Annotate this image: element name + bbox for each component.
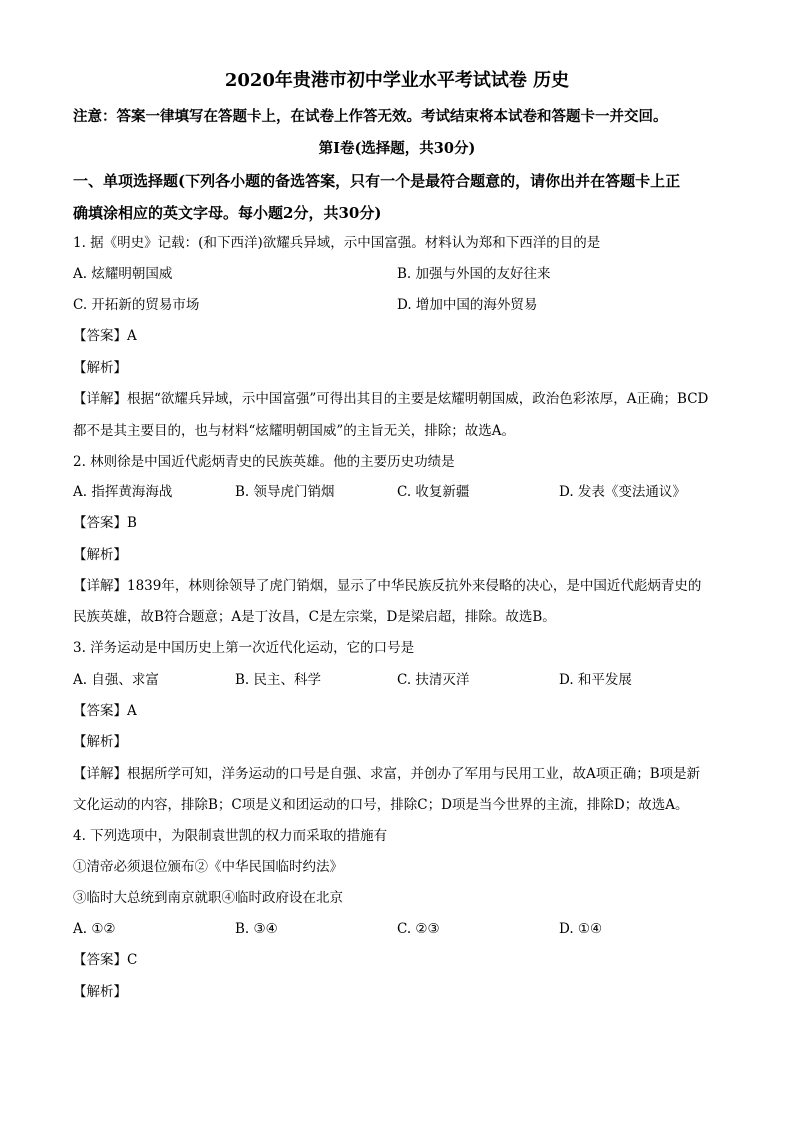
q3-option-d: D. 和平发展 bbox=[559, 672, 632, 688]
q4-stem: 4. 下列选项中，为限制袁世凯的权力而采取的措施有 bbox=[73, 828, 388, 844]
q3-detail-line1: 【详解】根据所学可知，洋务运动的口号是自强、求富，并创办了军用与民用工业，故A项正确；B项是新 bbox=[73, 766, 701, 782]
q3-option-b: B. 民主、科学 bbox=[235, 672, 322, 688]
q3-answer: 【答案】A bbox=[73, 703, 137, 719]
q3-stem: 3. 洋务运动是中国历史上第一次近代化运动，它的口号是 bbox=[73, 640, 415, 656]
q4-option-b: B. ③④ bbox=[235, 921, 278, 937]
q1-option-c: C. 开拓新的贸易市场 bbox=[73, 297, 200, 313]
q2-detail-line1: 【详解】1839年，林则徐领导了虎门销烟，显示了中华民族反抗外来侵略的决心，是中国近代彪炳青史的 bbox=[73, 578, 702, 594]
part-heading: 第Ⅰ卷(选择题，共30分) bbox=[318, 140, 476, 157]
q1-detail-line2: 都不是其主要目的，也与材料“炫耀明朝国威”的主旨无关，排除；故选A。 bbox=[73, 423, 516, 439]
q2-option-a: A. 指挥黄海海战 bbox=[73, 484, 173, 500]
q4-option-c: C. ②③ bbox=[397, 921, 440, 937]
q1-option-b: B. 加强与外国的友好往来 bbox=[397, 266, 551, 282]
section-heading-line2: 确填涂相应的英文字母。每小题2分，共30分) bbox=[73, 204, 382, 222]
q2-detail-line2: 民族英雄，故B符合题意；A是丁汝昌，C是左宗棠，D是梁启超，排除。故选B。 bbox=[73, 609, 556, 625]
q1-analysis-label: 【解析】 bbox=[73, 360, 127, 376]
q2-option-b: B. 领导虎门销烟 bbox=[235, 484, 335, 500]
q4-option-d: D. ①④ bbox=[559, 921, 603, 937]
q1-stem: 1. 据《明史》记载：(和下西洋)欲耀兵异域，示中国富强。材料认为郑和下西洋的目的是 bbox=[73, 235, 601, 251]
q3-option-a: A. 自强、求富 bbox=[73, 672, 159, 688]
q4-items-line2: ③临时大总统到南京就职④临时政府设在北京 bbox=[73, 890, 343, 906]
q3-detail-line2: 文化运动的内容，排除B；C项是义和团运动的口号，排除C；D项是当今世界的主流，排除D；故选A。 bbox=[73, 797, 689, 813]
q4-items-line1: ①清帝必须退位颁布②《中华民国临时约法》 bbox=[73, 859, 343, 875]
q1-option-a: A. 炫耀明朝国威 bbox=[73, 266, 173, 282]
q2-answer: 【答案】B bbox=[73, 515, 137, 531]
page-title: 2020年贵港市初中学业水平考试试卷 历史 bbox=[224, 70, 570, 91]
q2-analysis-label: 【解析】 bbox=[73, 547, 127, 563]
notice-text: 注意：答案一律填写在答题卡上，在试卷上作答无效。考试结束将本试卷和答题卡一并交回。 bbox=[73, 108, 668, 125]
q1-option-d: D. 增加中国的海外贸易 bbox=[397, 297, 538, 313]
q1-detail-line1: 【详解】根据“欲耀兵异域，示中国富强”可得出其目的主要是炫耀明朝国威，政治色彩浓厚，A正确；BCD bbox=[73, 391, 709, 407]
q3-analysis-label: 【解析】 bbox=[73, 734, 127, 750]
q2-stem: 2. 林则徐是中国近代彪炳青史的民族英雄。他的主要历史功绩是 bbox=[73, 454, 455, 470]
q4-option-a: A. ①② bbox=[73, 921, 116, 937]
q3-option-c: C. 扶清灭洋 bbox=[397, 672, 470, 688]
section-heading-line1: 一、单项选择题(下列各小题的备选答案，只有一个是最符合题意的，请你出并在答题卡上正 bbox=[73, 172, 681, 190]
q1-answer: 【答案】A bbox=[73, 328, 137, 344]
q2-option-c: C. 收复新疆 bbox=[397, 484, 470, 500]
q4-answer: 【答案】C bbox=[73, 952, 138, 968]
q2-option-d: D. 发表《变法通议》 bbox=[559, 484, 686, 500]
q4-analysis-label: 【解析】 bbox=[73, 984, 127, 1000]
